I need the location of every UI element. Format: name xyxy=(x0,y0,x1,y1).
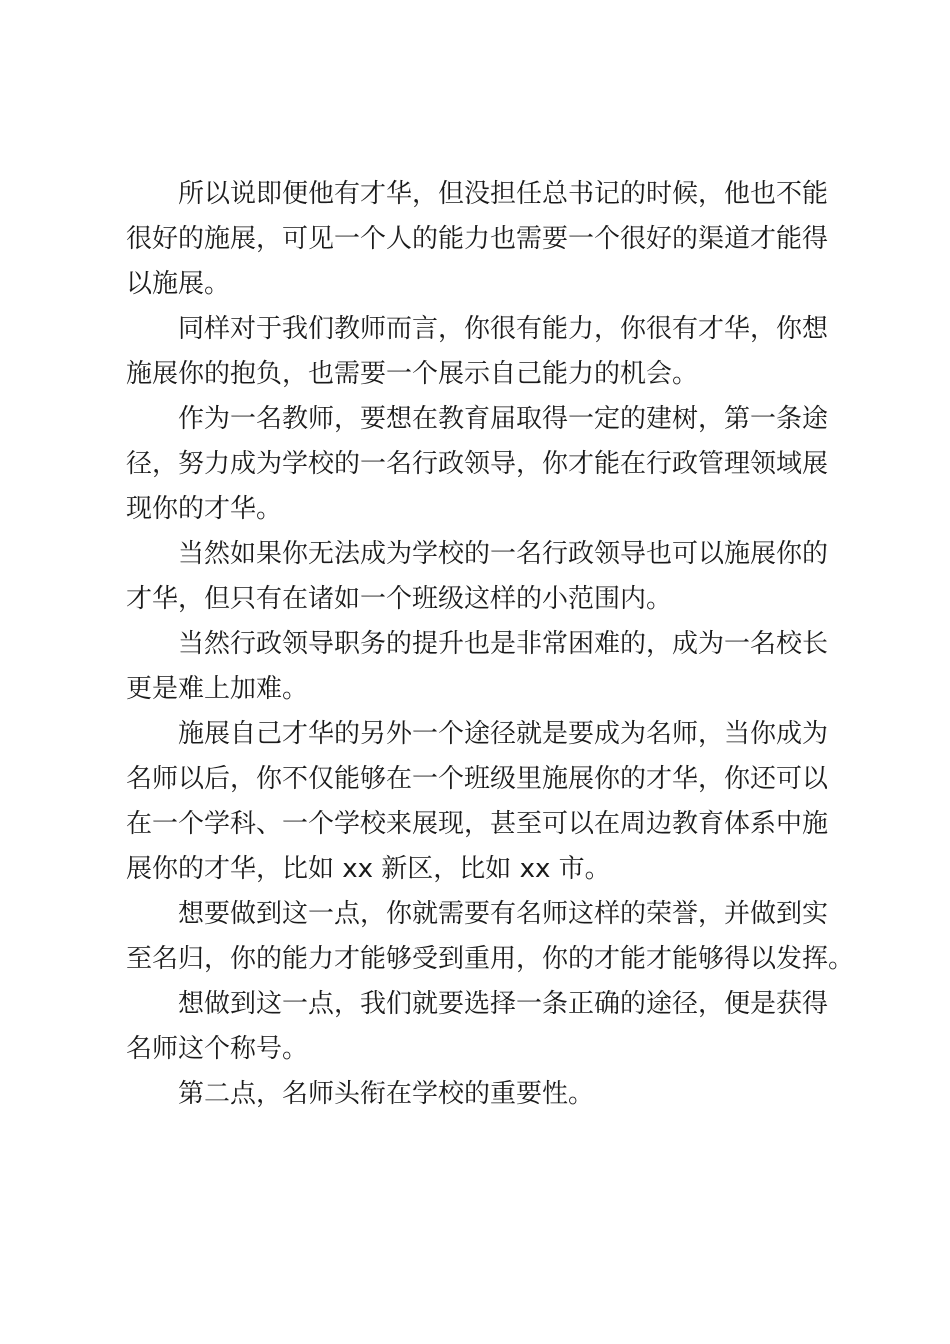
paragraph-7-line-1: 想要做到这一点，你就需要有名师这样的荣誉，并做到实 xyxy=(178,899,829,929)
paragraph-5-line-1: 当然行政领导职务的提升也是非常困难的，成为一名校长 xyxy=(178,629,829,659)
paragraph-3-line-2: 径，努力成为学校的一名行政领导，你才能在行政管理领域展 xyxy=(126,449,829,479)
paragraph-3-line-3: 现你的才华。 xyxy=(126,494,283,524)
paragraph-6-line-3: 在一个学科、一个学校来展现，甚至可以在周边教育体系中施 xyxy=(126,809,829,839)
document-body xyxy=(126,172,855,1117)
paragraph-4-line-1: 当然如果你无法成为学校的一名行政领导也可以施展你的 xyxy=(178,539,829,569)
paragraph-1-line-2: 很好的施展，可见一个人的能力也需要一个很好的渠道才能得 xyxy=(126,224,829,254)
paragraph-4-line-2: 才华，但只有在诸如一个班级这样的小范围内。 xyxy=(126,584,673,614)
paragraph-8-line-1: 想做到这一点，我们就要选择一条正确的途径，便是获得 xyxy=(178,989,829,1019)
paragraph-3-line-1: 作为一名教师，要想在教育届取得一定的建树，第一条途 xyxy=(178,404,829,434)
paragraph-2-line-2: 施展你的抱负，也需要一个展示自己能力的机会。 xyxy=(126,359,699,389)
paragraph-6-line-1: 施展自己才华的另外一个途径就是要成为名师，当你成为 xyxy=(178,719,829,749)
paragraph-1-line-1: 所以说即便他有才华，但没担任总书记的时候，他也不能 xyxy=(178,179,829,209)
paragraph-5-line-2: 更是难上加难。 xyxy=(126,674,309,704)
paragraph-7-line-2: 至名归，你的能力才能够受到重用，你的才能才能够得以发挥。 xyxy=(126,944,855,974)
paragraph-6-line-2: 名师以后，你不仅能够在一个班级里施展你的才华，你还可以 xyxy=(126,764,829,794)
paragraph-6-line-4: 展你的才华，比如 xx 新区，比如 xx 市。 xyxy=(126,854,611,884)
paragraph-9-line-1: 第二点，名师头衔在学校的重要性。 xyxy=(178,1079,595,1109)
paragraph-1-line-3: 以施展。 xyxy=(126,269,231,299)
paragraph-8-line-2: 名师这个称号。 xyxy=(126,1034,309,1064)
paragraph-2-line-1: 同样对于我们教师而言，你很有能力，你很有才华，你想 xyxy=(178,314,829,344)
